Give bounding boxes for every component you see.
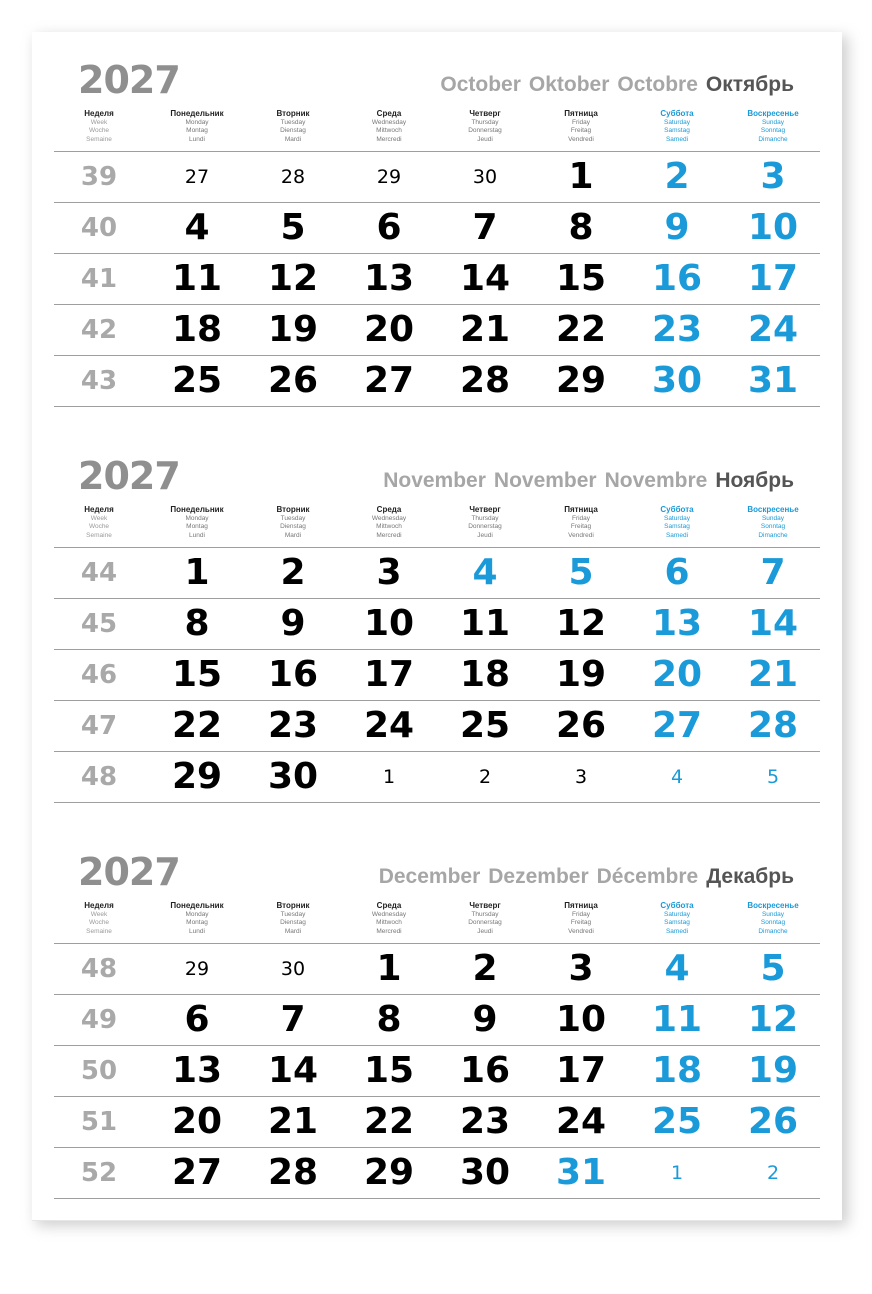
week-row — [54, 994, 820, 1045]
day-cell: 26 — [267, 360, 319, 401]
day-cell: 17 — [747, 258, 799, 299]
day-cell: 16 — [651, 258, 703, 299]
month-name: Décembre — [596, 865, 699, 888]
day-header-translation: Donnerstag — [468, 523, 502, 530]
day-cell: 27 — [363, 360, 415, 401]
month-sheet — [32, 824, 842, 1221]
day-header-label: Суббота — [660, 505, 694, 514]
day-header-translation: Dimanche — [758, 531, 788, 539]
day-header-translation: Wednesday — [371, 910, 407, 918]
day-header-translation: Freitag — [570, 523, 592, 530]
day-cell: 27 — [651, 705, 703, 746]
day-cell: 2 — [478, 766, 492, 788]
day-header-label: Вторник — [276, 505, 310, 514]
day-cell: 26 — [555, 705, 607, 746]
month-name: November — [493, 469, 597, 492]
day-header-label: Понедельник — [170, 901, 224, 910]
day-header-translation: Mittwoch — [376, 127, 402, 134]
day-cell: 25 — [651, 1101, 703, 1142]
day-cell: 14 — [267, 1050, 319, 1091]
day-cell: 22 — [555, 309, 607, 350]
day-cell: 20 — [171, 1101, 223, 1142]
day-cell: 8 — [376, 999, 402, 1040]
day-cell: 28 — [280, 166, 306, 188]
day-header-label: Неделя — [84, 109, 114, 118]
day-cell: 2 — [766, 1162, 780, 1184]
day-header-translation: Lundi — [189, 135, 205, 143]
month-names — [375, 470, 794, 491]
day-cell: 23 — [459, 1101, 511, 1142]
day-header-translation: Jeudi — [477, 135, 493, 143]
day-cell: 29 — [171, 756, 223, 797]
month-name: Декабрь — [706, 865, 794, 888]
day-cell: 6 — [664, 552, 690, 593]
week-row — [54, 1045, 820, 1096]
day-cell: 30 — [267, 756, 319, 797]
day-header — [245, 110, 341, 144]
day-header — [437, 902, 533, 936]
month-sheet — [32, 32, 842, 429]
day-cell: 10 — [555, 999, 607, 1040]
day-cell: 2 — [472, 948, 498, 989]
year-label: 2027 — [78, 58, 180, 102]
day-header-translation: Semaine — [86, 135, 112, 143]
day-cell: 4 — [670, 766, 684, 788]
day-header-translation: Mittwoch — [376, 523, 402, 530]
week-row — [54, 355, 820, 407]
day-cell: 11 — [651, 999, 703, 1040]
day-header-label: Пятница — [564, 901, 598, 910]
week-row — [54, 253, 820, 304]
day-cell: 18 — [651, 1050, 703, 1091]
day-header-translation: Thursday — [471, 910, 499, 918]
day-header-translation: Freitag — [570, 919, 592, 926]
day-header-translation: Dienstag — [280, 523, 306, 530]
day-cell: 30 — [651, 360, 703, 401]
year-label: 2027 — [78, 454, 180, 498]
day-header-label: Неделя — [84, 505, 114, 514]
day-header-translation: Dienstag — [280, 127, 306, 134]
day-header-translation: Wednesday — [371, 118, 407, 126]
week-number: 39 — [80, 162, 118, 192]
day-header-label: Пятница — [564, 505, 598, 514]
day-header-label: Воскресенье — [747, 901, 799, 910]
day-cell: 7 — [472, 207, 498, 248]
day-cell: 30 — [459, 1152, 511, 1193]
day-cell: 21 — [459, 309, 511, 350]
day-cell: 5 — [766, 766, 780, 788]
day-cell: 27 — [184, 166, 210, 188]
day-header-label: Понедельник — [170, 505, 224, 514]
day-cell: 22 — [363, 1101, 415, 1142]
week-row — [54, 202, 820, 253]
week-number: 49 — [80, 1005, 118, 1035]
month-names — [432, 74, 794, 95]
day-header-translation: Saturday — [663, 514, 691, 522]
day-cell: 2 — [280, 552, 306, 593]
week-number: 48 — [80, 762, 118, 792]
day-header-translation: Tuesday — [280, 514, 306, 522]
day-header-translation: Donnerstag — [468, 127, 502, 134]
week-number: 51 — [80, 1107, 118, 1137]
day-cell: 13 — [363, 258, 415, 299]
day-header-translation: Semaine — [86, 927, 112, 935]
day-cell: 23 — [651, 309, 703, 350]
day-cell: 19 — [747, 1050, 799, 1091]
day-header-label: Среда — [376, 109, 402, 118]
day-header-translation: Jeudi — [477, 927, 493, 935]
day-header — [341, 902, 437, 936]
day-header-translation: Mardi — [284, 927, 302, 935]
day-header — [437, 110, 533, 144]
day-header — [245, 506, 341, 540]
day-cell: 11 — [459, 603, 511, 644]
day-header-translation: Thursday — [471, 514, 499, 522]
month-name: Ноябрь — [715, 469, 794, 492]
day-header — [149, 506, 245, 540]
day-cell: 20 — [651, 654, 703, 695]
day-cell: 1 — [382, 766, 396, 788]
month-name: Octobre — [617, 73, 698, 96]
day-header-translation: Monday — [185, 118, 209, 126]
day-header-translation: Friday — [571, 910, 591, 918]
day-header — [533, 506, 629, 540]
day-header-translation: Sunday — [761, 118, 785, 126]
day-header-translation: Mardi — [284, 135, 302, 143]
day-header-translation: Mercredi — [376, 135, 402, 143]
day-cell: 9 — [472, 999, 498, 1040]
day-header-translation: Semaine — [86, 531, 112, 539]
day-cell: 29 — [376, 166, 402, 188]
day-cell: 1 — [568, 156, 594, 197]
day-cell: 30 — [280, 958, 306, 980]
day-cell: 27 — [171, 1152, 223, 1193]
day-header-translation: Lundi — [189, 927, 205, 935]
day-header-translation: Saturday — [663, 910, 691, 918]
day-header-translation: Samedi — [665, 531, 689, 539]
month-name: November — [383, 469, 486, 492]
day-header — [51, 110, 147, 144]
day-cell: 31 — [555, 1152, 607, 1193]
week-number: 52 — [80, 1158, 118, 1188]
day-header — [437, 506, 533, 540]
day-header-label: Вторник — [276, 901, 310, 910]
day-cell: 31 — [747, 360, 799, 401]
week-number: 46 — [80, 660, 118, 690]
day-header-translation: Samedi — [665, 927, 689, 935]
day-cell: 24 — [363, 705, 415, 746]
day-cell: 25 — [171, 360, 223, 401]
day-header-translation: Sunday — [761, 910, 785, 918]
week-number: 47 — [80, 711, 118, 741]
day-cell: 24 — [555, 1101, 607, 1142]
day-cell: 21 — [747, 654, 799, 695]
day-cell: 15 — [363, 1050, 415, 1091]
day-cell: 29 — [555, 360, 607, 401]
day-cell: 28 — [459, 360, 511, 401]
day-cell: 15 — [555, 258, 607, 299]
day-header-translation: Week — [90, 118, 108, 126]
day-cell: 1 — [184, 552, 210, 593]
day-header-translation: Friday — [571, 118, 591, 126]
day-header-translation: Week — [90, 514, 108, 522]
day-header-translation: Vendredi — [568, 531, 594, 539]
day-header-translation: Friday — [571, 514, 591, 522]
day-cell: 18 — [171, 309, 223, 350]
day-cell: 13 — [651, 603, 703, 644]
day-header-label: Суббота — [660, 901, 694, 910]
day-header-translation: Jeudi — [477, 531, 493, 539]
day-cell: 10 — [747, 207, 799, 248]
week-number: 43 — [80, 366, 118, 396]
week-row — [54, 1147, 820, 1199]
day-cell: 14 — [459, 258, 511, 299]
day-cell: 3 — [568, 948, 594, 989]
day-header — [149, 110, 245, 144]
day-cell: 28 — [747, 705, 799, 746]
day-cell: 16 — [459, 1050, 511, 1091]
day-header-translation: Monday — [185, 514, 209, 522]
day-header-translation: Sonntag — [760, 919, 786, 926]
day-header-translation: Thursday — [471, 118, 499, 126]
day-header-translation: Samstag — [664, 127, 690, 134]
day-header — [725, 902, 821, 936]
day-header-translation: Saturday — [663, 118, 691, 126]
day-cell: 9 — [280, 603, 306, 644]
day-header-translation: Mardi — [284, 531, 302, 539]
week-row — [54, 598, 820, 649]
week-row — [54, 547, 820, 598]
day-header-label: Воскресенье — [747, 109, 799, 118]
day-header-translation: Vendredi — [568, 135, 594, 143]
day-header — [533, 110, 629, 144]
day-header-translation: Sunday — [761, 514, 785, 522]
day-cell: 12 — [747, 999, 799, 1040]
week-row — [54, 151, 820, 202]
week-number: 40 — [80, 213, 118, 243]
day-header — [51, 506, 147, 540]
day-header — [341, 110, 437, 144]
day-header-translation: Freitag — [570, 127, 592, 134]
day-cell: 4 — [184, 207, 210, 248]
day-cell: 30 — [472, 166, 498, 188]
day-header — [149, 902, 245, 936]
day-cell: 23 — [267, 705, 319, 746]
day-cell: 19 — [267, 309, 319, 350]
day-header — [341, 506, 437, 540]
day-cell: 3 — [760, 156, 786, 197]
day-header-translation: Montag — [186, 523, 208, 530]
week-number: 41 — [80, 264, 118, 294]
day-header-translation: Tuesday — [280, 118, 306, 126]
day-header — [725, 110, 821, 144]
day-cell: 28 — [267, 1152, 319, 1193]
day-cell: 8 — [184, 603, 210, 644]
week-number: 48 — [80, 954, 118, 984]
day-header — [629, 506, 725, 540]
day-header-label: Воскресенье — [747, 505, 799, 514]
day-cell: 6 — [184, 999, 210, 1040]
day-cell: 7 — [280, 999, 306, 1040]
day-cell: 16 — [267, 654, 319, 695]
day-header-translation: Dimanche — [758, 927, 788, 935]
day-header-translation: Samstag — [664, 523, 690, 530]
day-cell: 29 — [363, 1152, 415, 1193]
day-cell: 1 — [670, 1162, 684, 1184]
month-name: October — [440, 73, 521, 96]
month-name: Dezember — [488, 865, 589, 888]
day-cell: 18 — [459, 654, 511, 695]
day-header-label: Пятница — [564, 109, 598, 118]
day-header-translation: Sonntag — [760, 127, 786, 134]
day-header — [51, 902, 147, 936]
day-cell: 12 — [555, 603, 607, 644]
day-header-translation: Montag — [186, 127, 208, 134]
day-header-translation: Montag — [186, 919, 208, 926]
day-header-label: Понедельник — [170, 109, 224, 118]
month-name: Октябрь — [705, 73, 794, 96]
day-cell: 24 — [747, 309, 799, 350]
month-name: Oktober — [528, 73, 610, 96]
day-header-translation: Dienstag — [280, 919, 306, 926]
day-cell: 1 — [376, 948, 402, 989]
day-cell: 14 — [747, 603, 799, 644]
day-header-label: Неделя — [84, 901, 114, 910]
day-header-label: Четверг — [469, 505, 501, 514]
month-names — [371, 866, 794, 887]
day-header — [629, 110, 725, 144]
day-cell: 2 — [664, 156, 690, 197]
day-header-label: Среда — [376, 901, 402, 910]
day-cell: 4 — [664, 948, 690, 989]
day-cell: 5 — [568, 552, 594, 593]
day-header-translation: Woche — [88, 127, 110, 134]
day-header-translation: Mittwoch — [376, 919, 402, 926]
week-number: 50 — [80, 1056, 118, 1086]
day-cell: 26 — [747, 1101, 799, 1142]
day-header-translation: Mercredi — [376, 927, 402, 935]
week-row — [54, 1096, 820, 1147]
day-header-label: Вторник — [276, 109, 310, 118]
day-cell: 3 — [376, 552, 402, 593]
day-header-translation: Sonntag — [760, 523, 786, 530]
day-cell: 6 — [376, 207, 402, 248]
year-label: 2027 — [78, 850, 180, 894]
day-cell: 5 — [280, 207, 306, 248]
day-cell: 7 — [760, 552, 786, 593]
day-header-translation: Woche — [88, 523, 110, 530]
day-header-label: Четверг — [469, 109, 501, 118]
month-name: Novembre — [604, 469, 708, 492]
week-number: 42 — [80, 315, 118, 345]
week-row — [54, 304, 820, 355]
day-header-translation: Lundi — [189, 531, 205, 539]
day-cell: 17 — [555, 1050, 607, 1091]
day-cell: 22 — [171, 705, 223, 746]
day-cell: 10 — [363, 603, 415, 644]
week-row — [54, 943, 820, 994]
day-header-translation: Woche — [88, 919, 110, 926]
day-header-translation: Tuesday — [280, 910, 306, 918]
day-header-translation: Dimanche — [758, 135, 788, 143]
week-row — [54, 700, 820, 751]
day-cell: 8 — [568, 207, 594, 248]
day-cell: 9 — [664, 207, 690, 248]
day-header — [245, 902, 341, 936]
month-sheet — [32, 428, 842, 825]
month-name: December — [378, 865, 481, 888]
day-cell: 3 — [574, 766, 588, 788]
day-cell: 5 — [760, 948, 786, 989]
day-header-translation: Week — [90, 910, 108, 918]
day-header-label: Среда — [376, 505, 402, 514]
week-number: 44 — [80, 558, 118, 588]
day-cell: 12 — [267, 258, 319, 299]
day-cell: 21 — [267, 1101, 319, 1142]
day-header-translation: Vendredi — [568, 927, 594, 935]
day-header-translation: Wednesday — [371, 514, 407, 522]
day-cell: 29 — [184, 958, 210, 980]
day-header — [533, 902, 629, 936]
day-cell: 19 — [555, 654, 607, 695]
day-header-label: Суббота — [660, 109, 694, 118]
day-header-translation: Samedi — [665, 135, 689, 143]
week-row — [54, 751, 820, 803]
day-cell: 25 — [459, 705, 511, 746]
day-header-label: Четверг — [469, 901, 501, 910]
day-header-translation: Donnerstag — [468, 919, 502, 926]
day-header-translation: Mercredi — [376, 531, 402, 539]
day-header — [629, 902, 725, 936]
day-cell: 11 — [171, 258, 223, 299]
day-cell: 17 — [363, 654, 415, 695]
week-row — [54, 649, 820, 700]
day-cell: 4 — [472, 552, 498, 593]
week-number: 45 — [80, 609, 118, 639]
day-header-translation: Monday — [185, 910, 209, 918]
day-header — [725, 506, 821, 540]
day-cell: 20 — [363, 309, 415, 350]
day-header-translation: Samstag — [664, 919, 690, 926]
day-cell: 13 — [171, 1050, 223, 1091]
day-cell: 15 — [171, 654, 223, 695]
